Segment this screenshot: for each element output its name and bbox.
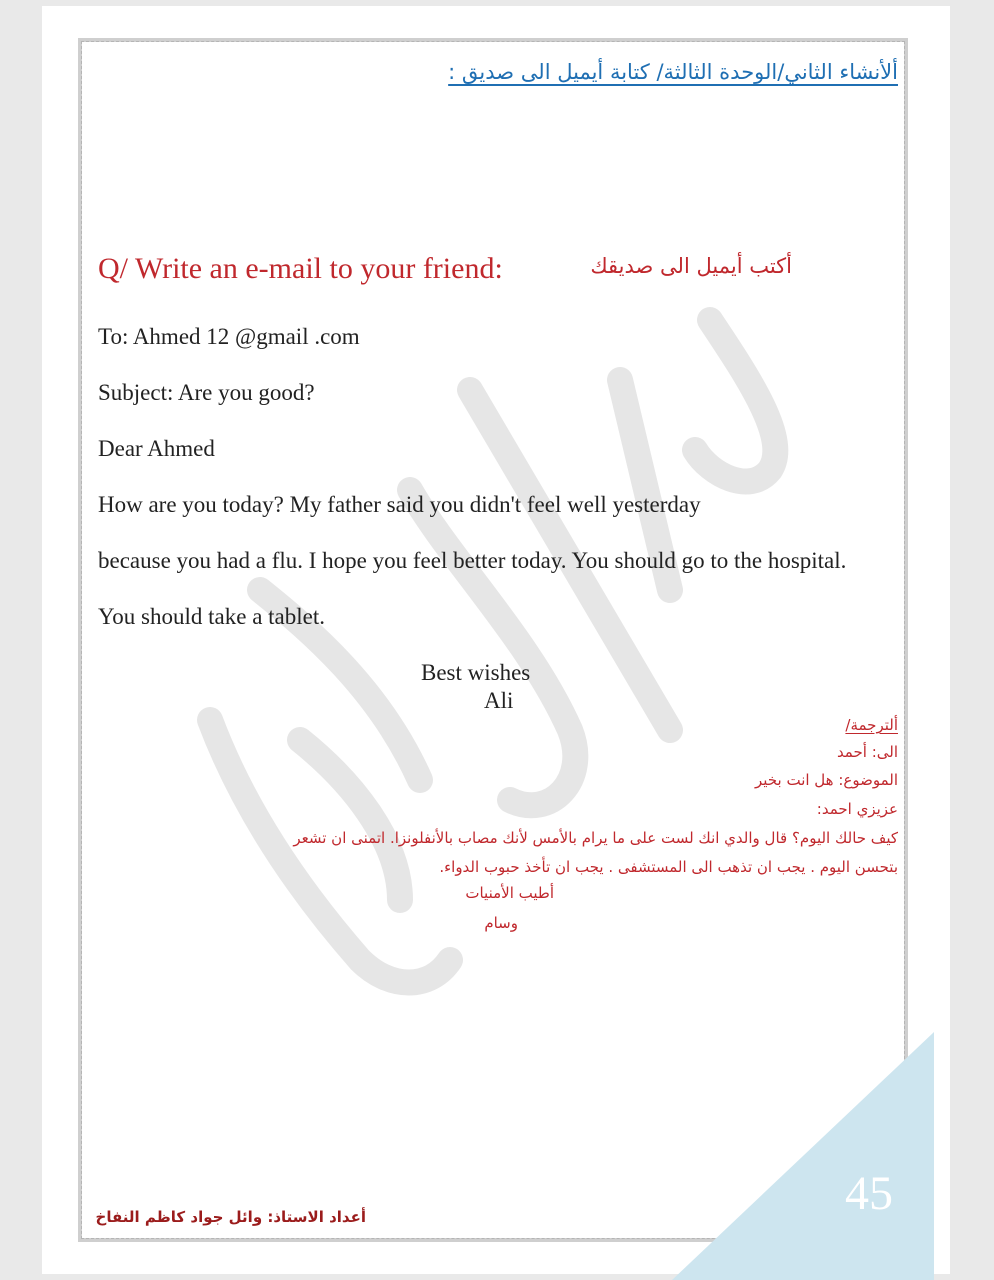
translation-heading: ألترجمة/ — [845, 716, 898, 734]
translation-greeting: عزيزي احمد: — [816, 800, 898, 818]
translation-body-line: كيف حالك اليوم؟ قال والدي انك لست على ما يرام بالأمس لأنك مصاب بالأنفلونزا. اتمنى ان تشعر — [293, 829, 898, 847]
email-body-line: You should take a tablet. — [98, 604, 326, 629]
email-body-line: because you had a flu. I hope you feel better today. You should go to the hospital. — [98, 548, 847, 573]
email-greeting: Dear Ahmed — [98, 436, 215, 461]
email-to-line: To: Ahmed 12 @gmail .com — [98, 324, 360, 349]
translation-to: الى: أحمد — [836, 743, 898, 761]
page-title: ألأنشاء الثاني/الوحدة الثالثة/ كتابة أيميل الى صديق : — [448, 60, 898, 84]
translation-body-line: بتحسن اليوم . يجب ان تذهب الى المستشفى . يجب ان تأخذ حبوب الدواء. — [439, 858, 898, 876]
email-closing: Best wishes — [421, 660, 531, 685]
translation-signature: وسام — [484, 914, 518, 932]
email-signature: Ali — [484, 688, 514, 713]
question-arabic: أكتب أيميل الى صديقك — [590, 254, 792, 278]
page-border-frame — [78, 38, 908, 1242]
footer-author: أعداد الاستاذ: وائل جواد كاظم النفاخ — [95, 1208, 366, 1226]
page-number: 45 — [845, 1167, 893, 1220]
translation-closing: أطيب الأمنيات — [465, 884, 554, 902]
email-body-line: How are you today? My father said you didn't feel well yesterday — [98, 492, 701, 517]
question-english: Q/ Write an e-mail to your friend: — [98, 252, 503, 285]
translation-subject: الموضوع: هل انت بخير — [755, 771, 898, 789]
email-subject-line: Subject: Are you good? — [98, 380, 315, 405]
